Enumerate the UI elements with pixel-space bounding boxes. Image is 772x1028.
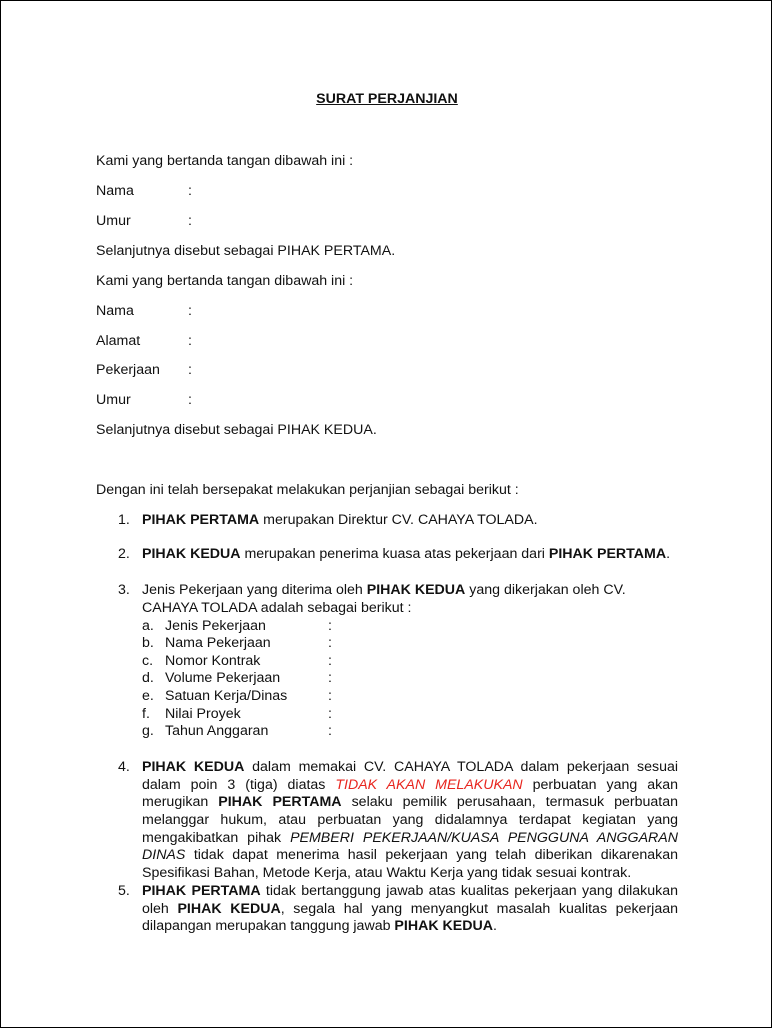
sub-item-e-letter: e. bbox=[142, 688, 154, 704]
sub-item-e-text: Satuan Kerja/Dinas bbox=[165, 688, 288, 704]
item-4-line-7: Spesifikasi Bahan, Metode Kerja, atau Waktu Kerja yang tidak sesuai kontrak. bbox=[142, 865, 632, 881]
sub-item-d-letter: d. bbox=[142, 670, 154, 686]
party2-job-colon: : bbox=[188, 362, 192, 378]
sub-item-a-letter: a. bbox=[142, 618, 154, 634]
party2-job-label: Pekerjaan bbox=[96, 362, 160, 378]
party2-name-colon: : bbox=[188, 303, 192, 319]
sub-item-c-colon: : bbox=[328, 653, 332, 669]
item-4-line-2: dalam poin 3 (tiga) diatas TIDAK AKAN MELAKUKAN perbuatan yang akan bbox=[142, 777, 678, 793]
party2-ref: PIHAK KEDUA bbox=[142, 546, 241, 562]
sub-item-b-text: Nama Pekerjaan bbox=[165, 635, 271, 651]
sub-item-d-text: Volume Pekerjaan bbox=[165, 670, 281, 686]
item-4-line-3: merugikan PIHAK PERTAMA selaku pemilik perusahaan, termasuk perbuatan bbox=[142, 794, 679, 810]
sub-item-f-text: Nilai Proyek bbox=[165, 706, 241, 722]
sub-item-b-letter: b. bbox=[142, 635, 154, 651]
party1-age-label: Umur bbox=[96, 213, 131, 229]
item-4-line-4: melanggar hukum, atau perbuatan yang didalamnya terdapat kegiatan yang bbox=[142, 812, 678, 828]
party1-ref: PIHAK PERTAMA bbox=[142, 883, 261, 899]
sub-item-a-text: Jenis Pekerjaan bbox=[165, 618, 266, 634]
item-3-number: 3. bbox=[118, 582, 130, 598]
party1-age-colon: : bbox=[188, 213, 192, 229]
sub-item-g-text: Tahun Anggaran bbox=[165, 723, 269, 739]
sub-item-a-colon: : bbox=[328, 618, 332, 634]
sub-item-b-colon: : bbox=[328, 635, 332, 651]
item-5-number: 5. bbox=[118, 883, 130, 899]
sub-item-f-letter: f. bbox=[142, 706, 150, 722]
party2-age-label: Umur bbox=[96, 392, 131, 408]
party2-ref: PIHAK KEDUA bbox=[366, 582, 466, 598]
item-3-line-2: CAHAYA TOLADA adalah sebagai berikut : bbox=[142, 600, 412, 616]
item-2-number: 2. bbox=[118, 546, 130, 562]
intro-second-party: Kami yang bertanda tangan dibawah ini : bbox=[96, 273, 354, 289]
sub-item-e-colon: : bbox=[328, 688, 332, 704]
party2-note: Selanjutnya disebut sebagai PIHAK KEDUA. bbox=[96, 422, 377, 438]
sub-item-c-letter: c. bbox=[142, 653, 154, 669]
item-4-line-5: mengakibatkan pihak PEMBERI PEKERJAAN/KUASA PENGGUNA ANGGARAN bbox=[142, 830, 678, 846]
party1-name-colon: : bbox=[188, 183, 192, 199]
item-5-line-3: dilapangan merupakan tanggung jawab PIHAK KEDUA. bbox=[142, 918, 497, 934]
party1-ref: PIHAK PERTAMA bbox=[218, 794, 342, 810]
party2-address-colon: : bbox=[188, 333, 192, 349]
item-1: PIHAK PERTAMA merupakan Direktur CV. CAHAYA TOLADA. bbox=[142, 512, 538, 528]
item-3-line-1: Jenis Pekerjaan yang diterima oleh PIHAK KEDUA yang dikerjakan oleh CV. bbox=[142, 582, 626, 598]
sub-item-d-colon: : bbox=[328, 670, 332, 686]
warning-text: TIDAK AKAN MELAKUKAN bbox=[335, 777, 523, 793]
party1-name-label: Nama bbox=[96, 183, 134, 199]
item-4-line-6: DINAS tidak dapat menerima hasil pekerjaan yang telah diberikan dikarenakan bbox=[142, 847, 678, 863]
sub-item-f-colon: : bbox=[328, 706, 332, 722]
dinas-ref: DINAS bbox=[142, 847, 186, 863]
item-5-line-2: oleh PIHAK KEDUA, segala hal yang menyangkut masalah kualitas pekerjaan bbox=[142, 901, 678, 917]
item-1-number: 1. bbox=[118, 512, 130, 528]
sub-item-g-colon: : bbox=[328, 723, 332, 739]
party1-note: Selanjutnya disebut sebagai PIHAK PERTAMA. bbox=[96, 243, 396, 259]
party2-ref: PIHAK KEDUA bbox=[142, 759, 245, 775]
party2-ref: PIHAK KEDUA bbox=[177, 901, 281, 917]
sub-item-c-text: Nomor Kontrak bbox=[165, 653, 261, 669]
item-2: PIHAK KEDUA merupakan penerima kuasa atas pekerjaan dari PIHAK PERTAMA. bbox=[142, 546, 671, 562]
agreement-intro: Dengan ini telah bersepakat melakukan perjanjian sebagai berikut : bbox=[96, 482, 519, 498]
sub-item-g-letter: g. bbox=[142, 723, 154, 739]
employer-ref: PEMBERI PEKERJAAN/KUASA PENGGUNA ANGGARAN bbox=[290, 830, 678, 846]
intro-first-party: Kami yang bertanda tangan dibawah ini : bbox=[96, 153, 354, 169]
item-5-line-1: PIHAK PERTAMA tidak bertanggung jawab atas kualitas pekerjaan yang dilakukan bbox=[142, 883, 678, 899]
party2-address-label: Alamat bbox=[96, 333, 141, 349]
party2-name-label: Nama bbox=[96, 303, 134, 319]
item-4-line-1: PIHAK KEDUA dalam memakai CV. CAHAYA TOLADA dalam pekerjaan sesuai bbox=[142, 759, 679, 775]
party1-ref: PIHAK PERTAMA bbox=[548, 546, 667, 562]
item-4-number: 4. bbox=[118, 759, 130, 775]
party2-ref: PIHAK KEDUA bbox=[394, 918, 493, 934]
party2-age-colon: : bbox=[188, 392, 192, 408]
party1-ref: PIHAK PERTAMA bbox=[142, 512, 260, 528]
document-title: SURAT PERJANJIAN bbox=[316, 91, 458, 107]
